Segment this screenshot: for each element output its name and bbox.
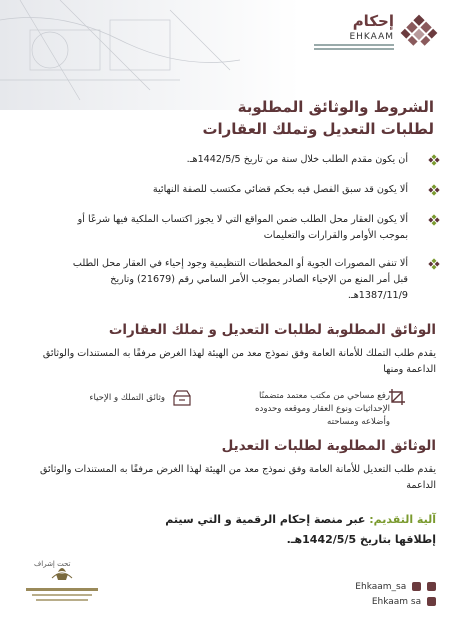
application-mechanism xyxy=(165,510,436,550)
docs-modification-description: يقدم طلب التعديل للأمانة العامة وفق نموذج معد من الهيئة لهذا الغرض مرفقًا به المستندات والوثائق الداعمة xyxy=(40,464,436,491)
authority-logo-icon xyxy=(22,558,102,608)
brand-name-arabic: إحكام xyxy=(352,12,394,30)
docs-ownership-description: يقدم طلب التملك للأمانة العامة وفق نموذج معد من الهيئة لهذا الغرض مرفقًا به المستندات والوثائق الداعمة ومنها xyxy=(42,348,436,375)
ehkaam-logo-icon xyxy=(400,14,438,52)
application-label: آلية التقديم: xyxy=(369,513,436,526)
linkedin-icon[interactable] xyxy=(412,582,421,591)
social-handle-text[interactable]: Ehkaam sa xyxy=(371,597,422,607)
docs-modification-title: الوثائق المطلوبة لطلبات التعديل xyxy=(221,438,436,454)
condition-text: أن يكون مقدم الطلب خلال سنة من تاريخ 1442/5/5هـ. xyxy=(186,154,408,165)
brand-tagline-decoration xyxy=(314,44,394,52)
social-handle-text[interactable]: Ehkaam_sa xyxy=(355,582,407,592)
youtube-icon[interactable] xyxy=(427,597,436,606)
social-handle-row-2[interactable] xyxy=(372,597,436,607)
conditions-title-line1: الشروط والوثائق المطلوبة xyxy=(237,98,434,116)
conditions-title-line2: لطلبات التعديل وتملك العقارات xyxy=(202,120,434,138)
application-value-line1: عبر منصة إحكام الرقمية و التي سيتم xyxy=(165,513,366,526)
brand-name-english: EHKAAM xyxy=(349,32,394,42)
doc-item-survey: رفع مساحي من مكتب معتمد متضمنًا الإحداثيات ونوع العقار وموقعه وحدوده وأضلاعه ومساحته xyxy=(254,391,390,427)
condition-item-1 xyxy=(63,152,438,168)
diamond-bullet-icon xyxy=(428,184,440,196)
document-box-icon xyxy=(172,390,192,406)
survey-icon xyxy=(388,388,406,406)
twitter-icon[interactable] xyxy=(427,582,436,591)
brand-logo xyxy=(298,10,438,60)
application-value-line2: إطلاقها بتاريخ 1442/5/5هـ. xyxy=(286,533,436,546)
condition-text: ألا يكون العقار محل الطلب ضمن المواقع التي لا يجوز اكتساب الملكية فيها شرعًا أو بموجب الأوامر والقرارات والتعليمات xyxy=(77,214,408,241)
condition-item-4 xyxy=(63,256,438,304)
conditions-title xyxy=(94,96,434,140)
diamond-bullet-icon xyxy=(428,154,440,166)
blueprint-decoration xyxy=(0,0,300,110)
condition-text: ألا تنفي المصورات الجوية أو المخططات التنظيمية وجود إحياء في العقار محل الطلب قبل أمر المنع من الإحياء الصادر بموجب الأمر السامي رقم (21679) وتاريخ 1387/11/9هـ. xyxy=(72,258,408,301)
social-handle-row-1[interactable] xyxy=(355,582,436,592)
docs-ownership-title: الوثائق المطلوبة لطلبات التعديل و تملك العقارات xyxy=(108,322,436,338)
diamond-bullet-icon xyxy=(428,214,440,226)
supervision-label: تحت إشراف xyxy=(34,560,71,568)
condition-item-2 xyxy=(63,182,438,198)
condition-item-3 xyxy=(63,212,438,244)
condition-text: ألا يكون قد سبق الفصل فيه بحكم قضائي مكتسب للصفة النهائية xyxy=(152,184,408,195)
doc-item-ownership: وثائق التملك و الإحياء xyxy=(89,393,165,403)
diamond-bullet-icon xyxy=(428,258,440,270)
